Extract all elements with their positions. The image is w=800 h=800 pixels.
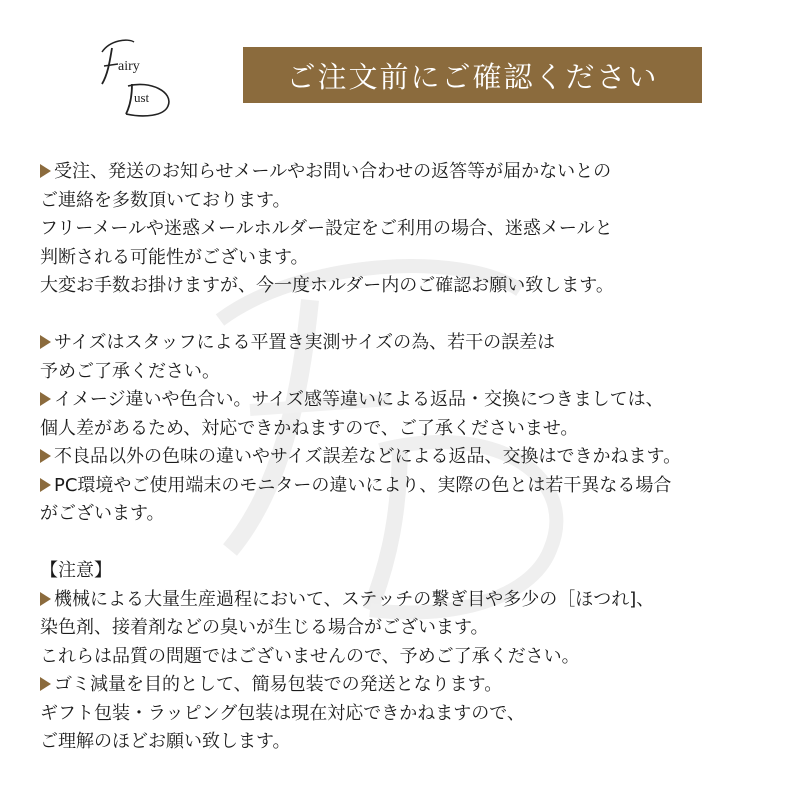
- section-spacer: [40, 529, 780, 558]
- triangle-right-icon: [40, 478, 51, 492]
- triangle-right-icon: [40, 449, 51, 463]
- line-text: 予めご了承ください。: [40, 360, 220, 382]
- triangle-right-icon: [40, 592, 51, 606]
- line-text: ゴミ減量を目的として、簡易包装での発送となります。: [54, 674, 503, 695]
- text-line: [40, 187, 780, 216]
- triangle-right-icon: [40, 392, 51, 406]
- line-text: 【注意】: [40, 560, 112, 581]
- line-text: フリーメールや迷惑メールホルダー設定をご利用の場合、迷惑メールと: [40, 218, 613, 239]
- line-text: 大変お手数お掛けますが、今一度ホルダー内のご確認お願い致します。: [40, 275, 614, 296]
- svg-text:ust: ust: [134, 90, 150, 105]
- text-line: [40, 614, 780, 643]
- triangle-right-icon: [40, 335, 51, 349]
- text-line: [40, 244, 780, 273]
- line-text: PC環境やご使用端末のモニターの違いにより、実際の色とは若干異なる場合: [54, 474, 672, 496]
- text-line: [40, 557, 780, 586]
- section-size-color-notice: [40, 329, 780, 529]
- line-text: これらは品質の問題ではございませんので、予めご了承ください。: [40, 645, 580, 667]
- text-line: [40, 415, 780, 444]
- text-line: [40, 158, 780, 187]
- notice-content: [40, 158, 780, 757]
- line-text: ご連絡を多数頂いております。: [40, 189, 291, 211]
- line-text: ギフト包装・ラッピング包装は現在対応できかねますので、: [40, 702, 525, 724]
- text-line: [40, 443, 780, 472]
- text-line: [40, 671, 780, 700]
- triangle-right-icon: [40, 677, 51, 691]
- line-text: 判断される可能性がございます。: [40, 246, 309, 268]
- line-text: サイズはスタッフによる平置き実測サイズの為、若干の誤差は: [54, 332, 556, 353]
- line-text: 不良品以外の色味の違いやサイズ誤差などによる返品、交換はできかねます。: [54, 446, 682, 467]
- line-text: ご理解のほどお願い致します。: [40, 731, 291, 752]
- line-text: 機械による大量生産過程において、ステッチの繋ぎ目や多少の［ほつれ]、: [54, 588, 655, 610]
- section-spacer: [40, 301, 780, 330]
- line-text: イメージ違いや色合い。サイズ感等違いによる返品・交換につきましては、: [54, 389, 664, 410]
- text-line: [40, 700, 780, 729]
- text-line: [40, 728, 780, 757]
- section-contact-notice: [40, 158, 780, 301]
- triangle-right-icon: [40, 164, 51, 178]
- line-text: 染色剤、接着剤などの臭いが生じる場合がございます。: [40, 617, 489, 638]
- text-line: [40, 272, 780, 301]
- text-line: [40, 358, 780, 387]
- text-line: [40, 500, 780, 529]
- text-line: [40, 329, 780, 358]
- notice-banner: [243, 47, 702, 103]
- text-line: [40, 386, 780, 415]
- line-text: 受注、発送のお知らせメールやお問い合わせの返答等が届かないとの: [54, 161, 612, 182]
- text-line: [40, 586, 780, 615]
- line-text: 個人差があるため、対応できかねますので、ご了承くださいませ。: [40, 417, 579, 439]
- fairy-dust-logo-mark: [88, 30, 180, 122]
- svg-text:airy: airy: [118, 59, 140, 74]
- brand-logo: [88, 30, 180, 122]
- text-line: [40, 643, 780, 672]
- text-line: [40, 215, 780, 244]
- section-caution-notice: [40, 557, 780, 757]
- text-line: [40, 472, 780, 501]
- banner-title: ご注文前にご確認ください: [286, 59, 659, 94]
- line-text: がございます。: [40, 503, 165, 524]
